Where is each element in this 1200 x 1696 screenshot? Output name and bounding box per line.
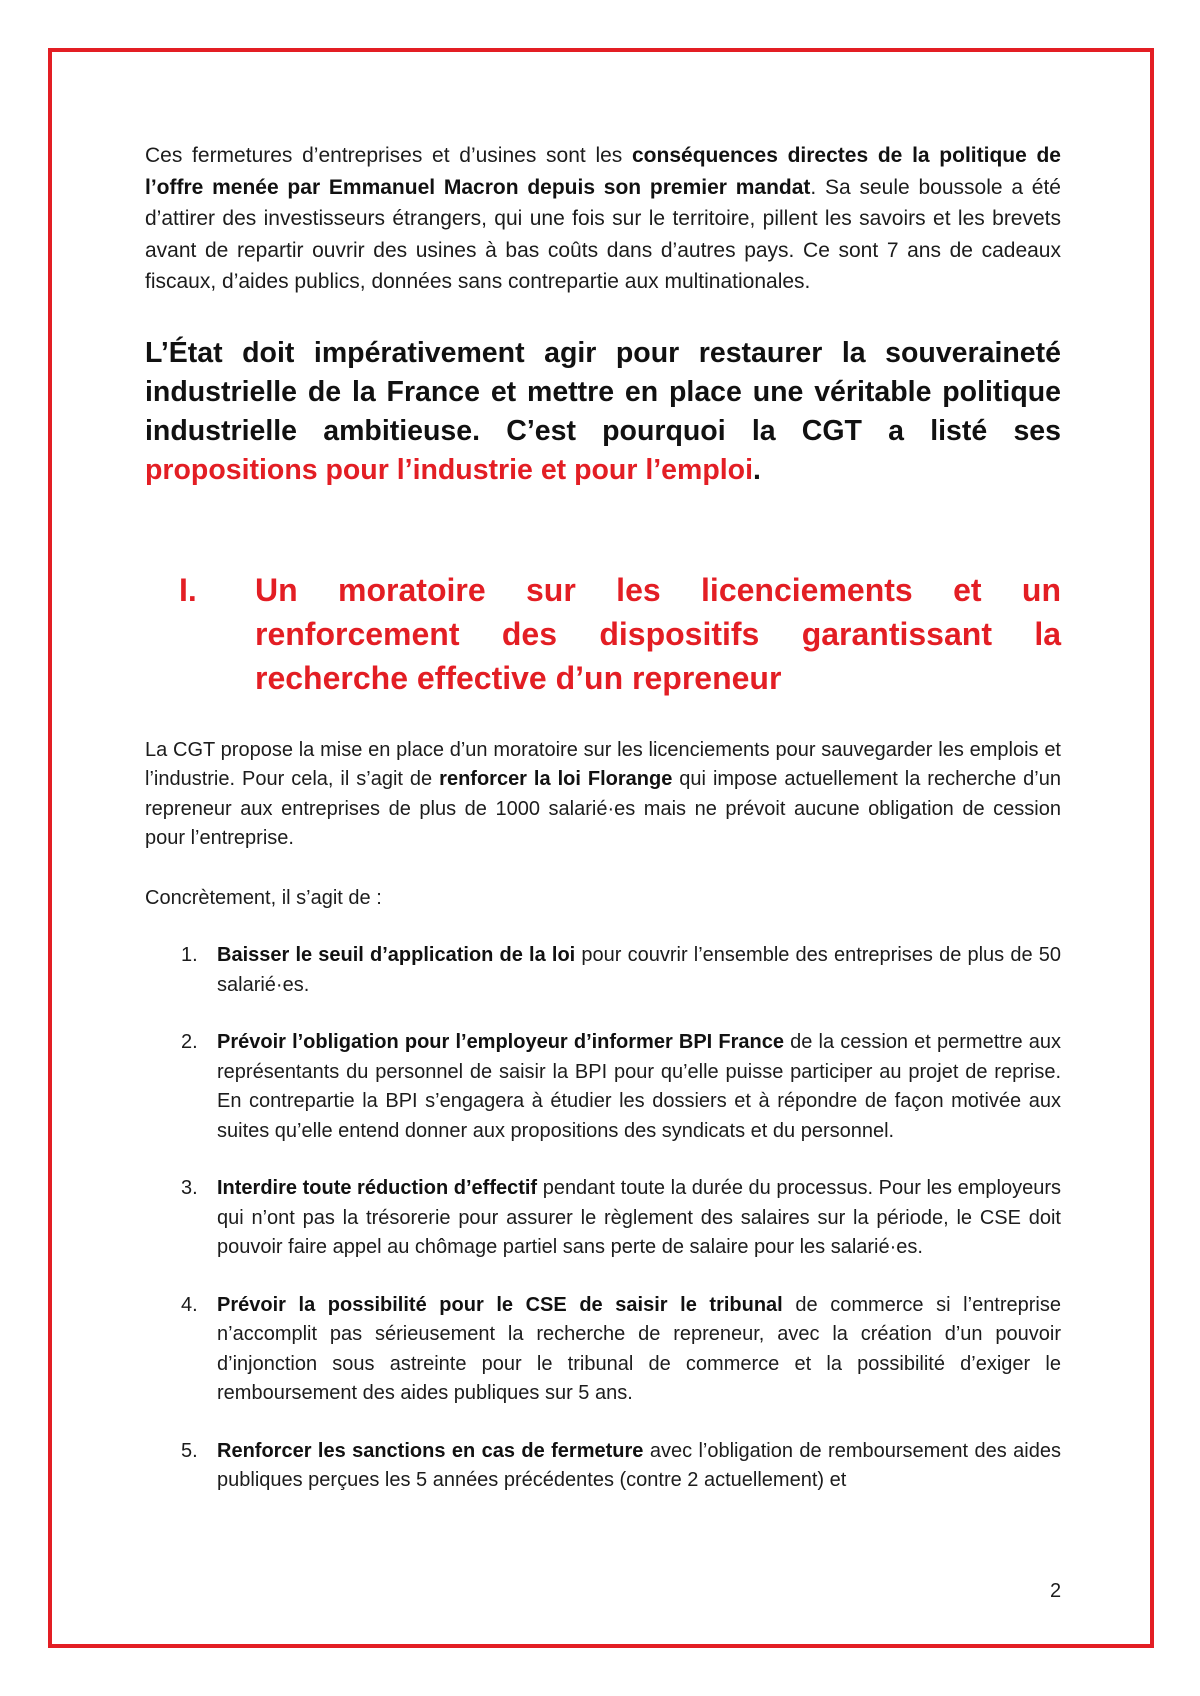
list-item bbox=[145, 941, 1061, 1000]
list-item bbox=[145, 1437, 1061, 1496]
list-item-number: 2. bbox=[181, 1031, 198, 1053]
page-number: 2 bbox=[1050, 1580, 1062, 1602]
list-item-number: 4. bbox=[181, 1293, 198, 1316]
list-item-text: Renforcer les sanctions en cas de fermeture avec l’obligation de remboursement des aides publiques perçues les 5 années précédentes (contre 2 actuellement) et bbox=[217, 1439, 1061, 1491]
list-item bbox=[145, 1174, 1061, 1263]
list-item-number: 5. bbox=[181, 1439, 198, 1462]
proposals-highlight: propositions pour l’industrie et pour l’emploi bbox=[145, 453, 754, 486]
list-item bbox=[145, 1291, 1061, 1409]
section-title: Un moratoire sur les licenciements et un renforcement des dispositifs garantissant la recherche effective d’un repreneur bbox=[255, 571, 1061, 696]
proposals-list bbox=[145, 941, 1061, 1496]
document-body bbox=[145, 140, 1061, 1524]
list-item-text: Prévoir la possibilité pour le CSE de saisir le tribunal de commerce si l’entreprise n’accomplit pas sérieusement la recherche de repreneur, avec la création d’un pouvoir d’injonction sous astreinte pour le tribunal de commerce et la possibilité d’exiger le remboursement des aides publiques sur 5 ans. bbox=[217, 1293, 1062, 1404]
list-item-number: 1. bbox=[181, 944, 198, 966]
list-item-text: Interdire toute réduction d’effectif pendant toute la durée du processus. Pour les employeurs qui n’ont pas la trésorerie pour assurer le règlement des salaires sur la période, le CSE doit pouvoir faire appel au chômage partiel sans perte de salaire pour les salarié·es. bbox=[217, 1177, 1061, 1258]
list-item bbox=[145, 1028, 1061, 1146]
florange-emphasis: renforcer la loi Florange bbox=[439, 768, 673, 790]
section-number: I. bbox=[179, 571, 197, 608]
florange-paragraph: La CGT propose la mise en place d’un moratoire sur les licenciements pour sauvegarder les emplois et l’industrie. Pour cela, il s’agit de renforcer la loi Florange qui impose actuellement la recherche d’un repreneur aux entreprises de plus de 1000 salarié·es mais ne prévoit aucune obligation de cession pour l’entreprise. bbox=[145, 738, 1061, 849]
list-lead: Concrètement, il s’agit de : bbox=[145, 886, 382, 909]
key-statement: L’État doit impérativement agir pour restaurer la souveraineté industrielle de la France et mettre en place une véritable politique industrielle ambitieuse. C’est pourquoi la CGT a listé ses propositions pour l’industrie et pour l’emploi. bbox=[145, 336, 1061, 486]
list-item-text: Baisser le seuil d’application de la loi pour couvrir l’ensemble des entreprises de plus de 50 salarié·es. bbox=[217, 944, 1062, 996]
list-item-text: Prévoir l’obligation pour l’employeur d’informer BPI France de la cession et permettre aux représentants du personnel de saisir la BPI pour qu’elle puisse participer au projet de reprise. En contrepartie la BPI s’engagera à étudier les dossiers et à répondre de façon motivée aux suites qu’elle entend donner aux propositions des syndicats et du personnel. bbox=[217, 1031, 1061, 1142]
section-heading bbox=[145, 568, 1061, 700]
list-item-number: 3. bbox=[181, 1177, 198, 1199]
intro-emphasis: conséquences directes de la politique de l’offre menée par Emmanuel Macron depuis son premier mandat bbox=[145, 144, 1061, 199]
intro-paragraph: Ces fermetures d’entreprises et d’usines sont les conséquences directes de la politique de l’offre menée par Emmanuel Macron depuis son premier mandat. Sa seule boussole a été d’attirer des investisseurs étrangers, qui une fois sur le territoire, pillent les savoirs et les brevets avant de repartir ouvrir des usines à bas coûts dans d’autres pays. Ce sont 7 ans de cadeaux fiscaux, d’aides publics, données sans contrepartie aux multinationales. bbox=[145, 144, 1061, 293]
